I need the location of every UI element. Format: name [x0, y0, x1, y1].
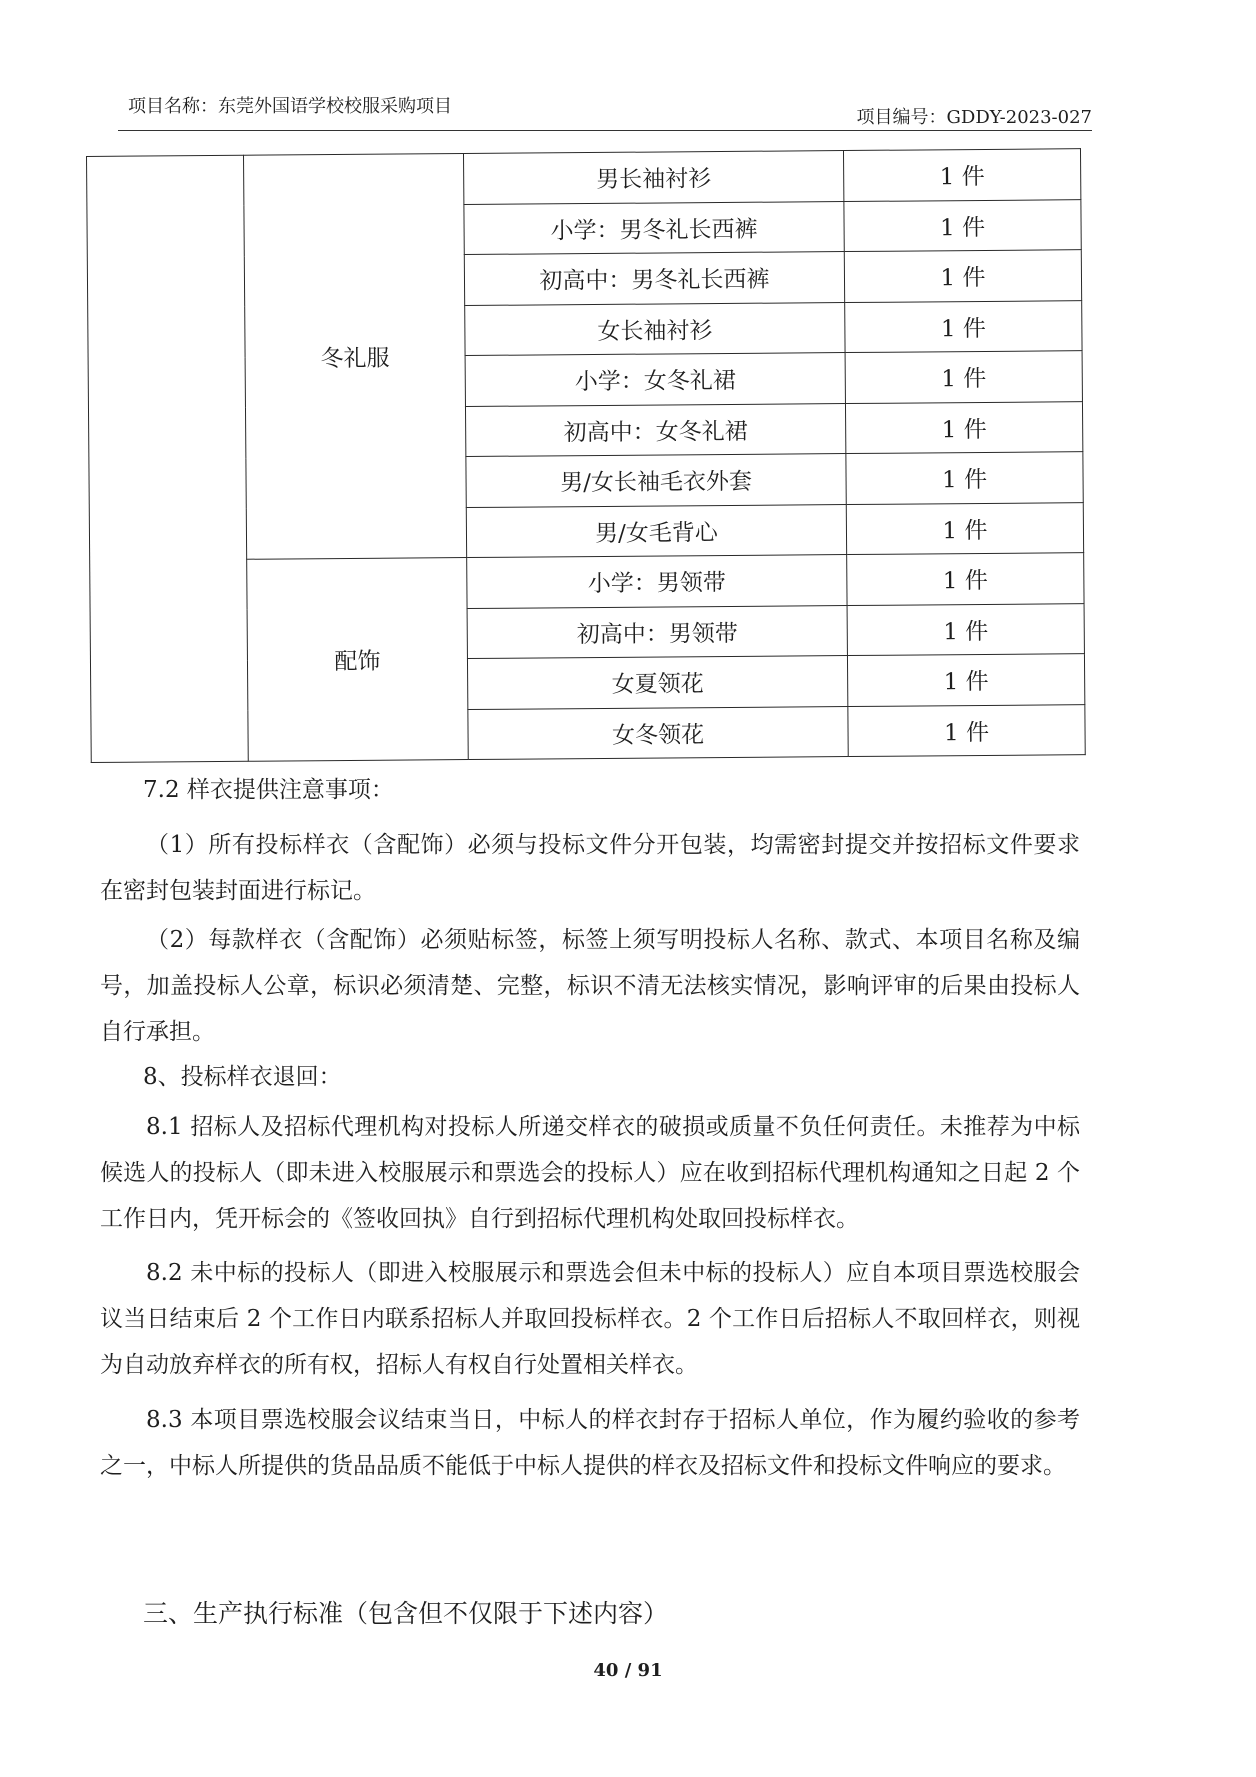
item-name-cell: 男长袖衬衫	[463, 151, 843, 204]
item-qty-cell: 1 件	[847, 654, 1084, 706]
section-7-2-item-1: （1）所有投标样衣（含配饰）必须与投标文件分开包装，均需密封提交并按招标文件要求在密封包装封面进行标记。	[100, 832, 1080, 904]
item-name-cell: 女夏领花	[467, 656, 847, 709]
section-8-2: 8.2 未中标的投标人（即进入校服展示和票选会但未中标的投标人）应自本项目票选校服会议当日结束后 2 个工作日内联系招标人并取回投标样衣。2 个工作日后招标人不取回样衣，则视为自动放弃样衣的所有权，招标人有权自行处置相关样衣。	[100, 1260, 1080, 1378]
section-8-title: 8、投标样衣退回：	[143, 1064, 342, 1090]
item-qty-cell: 1 件	[848, 704, 1085, 756]
item-name-cell: 男/女毛背心	[466, 504, 846, 557]
section-7-2-item-2: （2）每款样衣（含配饰）必须贴标签，标签上须写明投标人名称、款式、本项目名称及编号，加盖投标人公章，标识必须清楚、完整，标识不清无法核实情况，影响评审的后果由投标人自行承担。	[100, 927, 1080, 1045]
table-row	[87, 149, 1081, 207]
section-8-3: 8.3 本项目票选校服会议结束当日，中标人的样衣封存于招标人单位，作为履约验收的参考之一，中标人所提供的货品品质不能低于中标人提供的样衣及招标文件和投标文件响应的要求。	[100, 1407, 1080, 1479]
item-qty-cell: 1 件	[846, 452, 1083, 504]
item-name-cell: 小学：男领带	[467, 555, 847, 608]
item-qty-cell: 1 件	[845, 351, 1082, 403]
section-7-2-title: 7.2 样衣提供注意事项：	[143, 777, 394, 803]
page-number: 40 / 91	[593, 1660, 663, 1681]
header-project-name: 项目名称：东莞外国语学校校服采购项目	[128, 96, 452, 117]
section-3-heading: 三、生产执行标准（包含但不仅限于下述内容）	[143, 1599, 669, 1628]
header-divider	[118, 130, 1092, 131]
item-qty-cell: 1 件	[847, 603, 1084, 655]
item-qty-cell: 1 件	[844, 199, 1081, 251]
item-name-cell: 女冬领花	[468, 706, 848, 759]
item-name-cell: 小学：男冬礼长西裤	[464, 201, 844, 254]
item-qty-cell: 1 件	[844, 250, 1081, 302]
header-project-number: 项目编号：GDDY-2023-027	[856, 107, 1092, 128]
item-name-cell: 初高中：女冬礼裙	[465, 403, 845, 456]
item-name-cell: 男/女长袖毛衣外套	[466, 454, 846, 507]
table-blank-cell	[87, 155, 249, 762]
item-name-cell: 初高中：男冬礼长西裤	[464, 252, 844, 305]
item-qty-cell: 1 件	[843, 149, 1080, 201]
item-qty-cell: 1 件	[845, 300, 1082, 352]
item-name-cell: 初高中：男领带	[467, 605, 847, 658]
item-name-cell: 女长袖衬衫	[465, 302, 845, 355]
item-qty-cell: 1 件	[845, 401, 1082, 453]
section-8-1: 8.1 招标人及招标代理机构对投标人所递交样衣的破损或质量不负任何责任。未推荐为中标候选人的投标人（即未进入校服展示和票选会的投标人）应在收到招标代理机构通知之日起 2 个工作日内，凭开标会的《签收回执》自行到招标代理机构处取回投标样衣。	[100, 1114, 1080, 1232]
item-qty-cell: 1 件	[847, 553, 1084, 605]
item-qty-cell: 1 件	[846, 502, 1083, 554]
category-cell: 冬礼服	[243, 154, 466, 560]
category-cell: 配饰	[247, 558, 469, 762]
sample-items-table	[86, 148, 1086, 763]
item-name-cell: 小学：女冬礼裙	[465, 353, 845, 406]
